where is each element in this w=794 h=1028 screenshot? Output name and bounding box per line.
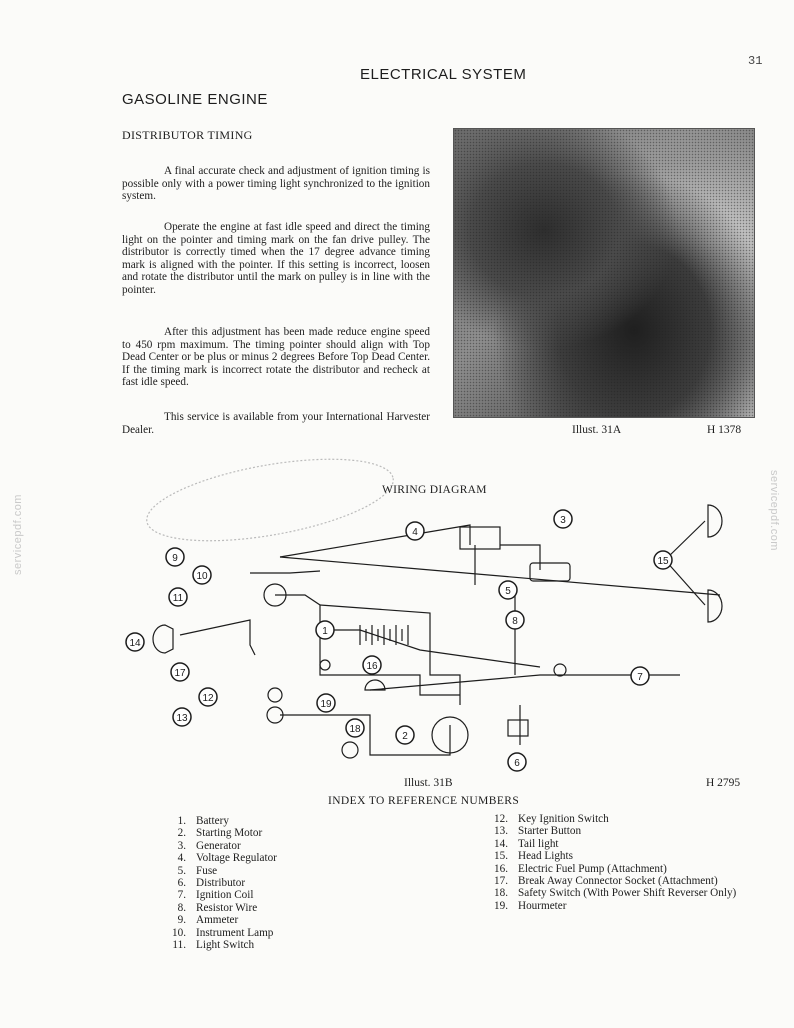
index-item — [468, 825, 748, 837]
ignition-coil — [554, 664, 566, 676]
callout-10 — [193, 566, 211, 584]
svg-text:9: 9 — [172, 553, 178, 564]
index-number: 17. — [494, 875, 508, 888]
distributor-box — [508, 720, 528, 736]
wiring-diagram-code: H 2795 — [706, 777, 741, 789]
index-number: 13. — [494, 825, 508, 838]
photo-caption: Illust. 31A — [572, 424, 622, 436]
index-item — [468, 850, 748, 862]
index-label: Generator — [196, 839, 241, 852]
wire-10 — [250, 571, 320, 573]
index-label: Safety Switch (With Power Shift Reverser Only) — [518, 887, 737, 900]
wiring-diagram-caption: Illust. 31B — [404, 777, 453, 789]
engine-timing-photo — [453, 128, 755, 418]
index-item — [468, 900, 748, 912]
svg-text:15: 15 — [657, 556, 669, 567]
index-label: Starting Motor — [196, 827, 263, 840]
callout-7 — [631, 667, 649, 685]
svg-text:8: 8 — [512, 616, 518, 627]
index-number: 11. — [172, 939, 186, 952]
index-item — [468, 863, 748, 875]
safety-switch — [342, 742, 358, 758]
svg-text:1: 1 — [322, 626, 328, 637]
callout-9 — [166, 548, 184, 566]
index-label: Hourmeter — [518, 899, 567, 912]
svg-text:19: 19 — [320, 699, 332, 710]
callout-19 — [317, 694, 335, 712]
photo-code: H 1378 — [707, 424, 742, 436]
subsection-title: GASOLINE ENGINE — [122, 91, 268, 108]
svg-text:2: 2 — [402, 731, 408, 742]
index-number: 3. — [177, 839, 186, 852]
callout-14 — [126, 633, 144, 651]
callout-12 — [199, 688, 217, 706]
paragraph-3 — [122, 326, 430, 389]
index-item — [150, 815, 350, 827]
wire-3 — [500, 545, 540, 570]
page-number: 31 — [748, 54, 763, 68]
svg-text:10: 10 — [196, 571, 208, 582]
pencil-scribble — [141, 445, 399, 556]
svg-text:14: 14 — [129, 638, 141, 649]
callout-8 — [506, 611, 524, 629]
index-label: Break Away Connector Socket (Attachment) — [518, 875, 718, 888]
index-right-column — [468, 813, 748, 912]
index-number: 4. — [177, 852, 186, 865]
index-label: Ammeter — [196, 914, 239, 927]
leader-15a — [665, 521, 705, 560]
svg-text:7: 7 — [637, 672, 643, 683]
key-ignition-switch — [268, 688, 282, 702]
index-label: Light Switch — [196, 939, 255, 952]
index-item — [150, 840, 350, 852]
index-item — [468, 838, 748, 850]
index-label: Ignition Coil — [196, 889, 254, 902]
wiring-diagram-title: WIRING DIAGRAM — [382, 484, 487, 496]
battery-symbol — [360, 625, 408, 645]
hourmeter — [320, 660, 330, 670]
index-label: Tail light — [518, 837, 559, 850]
paragraph-2 — [122, 221, 430, 297]
index-item — [150, 914, 350, 926]
leader-15b — [665, 560, 705, 605]
index-number: 5. — [177, 864, 186, 877]
index-item — [150, 865, 350, 877]
index-item — [150, 852, 350, 864]
index-label: Battery — [196, 815, 229, 827]
callout-16 — [363, 656, 381, 674]
wire-to-coil — [330, 630, 540, 667]
index-item — [150, 902, 350, 914]
index-left-column — [150, 815, 350, 951]
index-item — [150, 877, 350, 889]
distributor-timing-heading: DISTRIBUTOR TIMING — [122, 128, 253, 142]
paragraph-1-text: A final accurate check and adjustment of ignition timing is possible only with a power timing light synchronized to the ignition system. — [122, 165, 430, 203]
index-title: INDEX TO REFERENCE NUMBERS — [328, 795, 520, 807]
tail-light — [153, 625, 173, 653]
index-label: Electric Fuel Pump (Attachment) — [518, 862, 667, 875]
paragraph-4-text: This service is available from your International Harvester Dealer. — [122, 411, 430, 436]
callout-4 — [406, 522, 424, 540]
index-number: 10. — [172, 926, 186, 939]
callout-15 — [654, 551, 672, 569]
index-item — [150, 827, 350, 839]
paragraph-1 — [122, 165, 430, 203]
wire-9 — [280, 525, 470, 557]
wire-tail — [180, 620, 255, 655]
svg-text:12: 12 — [202, 693, 214, 704]
callout-6 — [508, 753, 526, 771]
index-item — [468, 887, 748, 899]
index-item — [150, 927, 350, 939]
index-number: 14. — [494, 837, 508, 850]
wire-to-lamp — [320, 605, 430, 650]
headlight-upper — [708, 505, 722, 537]
svg-text:6: 6 — [514, 758, 520, 769]
index-label: Starter Button — [518, 825, 582, 838]
callout-17 — [171, 663, 189, 681]
index-label: Voltage Regulator — [196, 852, 277, 865]
svg-text:11: 11 — [172, 593, 184, 604]
index-number: 8. — [177, 901, 186, 914]
paragraph-2-text: Operate the engine at fast idle speed and direct the timing light on the pointer and timing mark on the fan drive pulley. The distributor is correctly timed when the 17 degree advance timing mark is aligned with the pointer. If this setting is incorrect, loosen and rotate the distributor until the mark on pulley is in line with the pointer. — [122, 221, 430, 296]
index-number: 1. — [177, 815, 186, 827]
voltage-regulator-box — [460, 527, 500, 549]
svg-text:3: 3 — [560, 515, 566, 526]
callout-13 — [173, 708, 191, 726]
wire-11 — [275, 595, 460, 695]
section-title: ELECTRICAL SYSTEM — [360, 66, 527, 83]
callout-1 — [316, 621, 334, 639]
index-number: 16. — [494, 862, 508, 875]
svg-text:16: 16 — [366, 661, 378, 672]
paragraph-4 — [122, 411, 430, 436]
index-item — [150, 939, 350, 951]
index-label: Key Ignition Switch — [518, 813, 609, 825]
index-number: 9. — [177, 914, 186, 927]
callout-18 — [346, 719, 364, 737]
index-label: Instrument Lamp — [196, 926, 274, 939]
index-item — [468, 813, 748, 825]
callout-11 — [169, 588, 187, 606]
index-item — [468, 875, 748, 887]
svg-text:18: 18 — [349, 724, 361, 735]
svg-text:5: 5 — [505, 586, 511, 597]
wire-battery — [430, 650, 460, 705]
watermark-right: servicepdf.com — [768, 470, 780, 551]
svg-text:17: 17 — [174, 668, 186, 679]
index-number: 7. — [177, 889, 186, 902]
index-number: 2. — [177, 827, 186, 840]
callout-2 — [396, 726, 414, 744]
wire-13 — [280, 715, 450, 755]
paragraph-3-text: After this adjustment has been made reduce engine speed to 450 rpm maximum. The timing pointer should align with Top Dead Center or be plus or minus 2 degrees Before Top Dead Center. If the timing mark is incorrect rotate the distributor and recheck at fast idle speed. — [122, 326, 430, 389]
svg-text:4: 4 — [412, 527, 418, 538]
index-number: 12. — [494, 813, 508, 825]
index-label: Fuse — [196, 864, 218, 877]
index-label: Resistor Wire — [196, 901, 258, 914]
index-number: 18. — [494, 887, 508, 900]
watermark-left: servicepdf.com — [12, 494, 24, 575]
svg-text:13: 13 — [176, 713, 188, 724]
callout-3 — [554, 510, 572, 528]
generator-box — [530, 563, 570, 581]
index-label: Distributor — [196, 877, 246, 890]
index-number: 19. — [494, 899, 508, 912]
index-item — [150, 889, 350, 901]
index-number: 15. — [494, 850, 508, 863]
callout-5 — [499, 581, 517, 599]
index-label: Head Lights — [518, 850, 573, 863]
index-number: 6. — [177, 877, 186, 890]
